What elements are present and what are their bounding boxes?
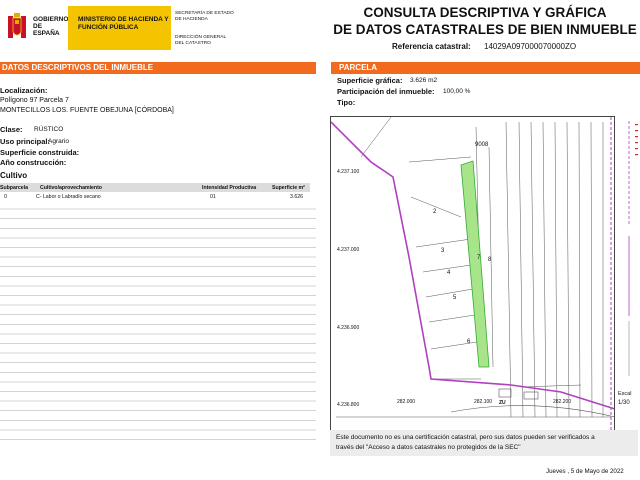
cultivo-table-header	[0, 183, 310, 192]
superficie-construida-label: Superficie construida:	[0, 148, 80, 157]
government-label: GOBIERNO DE ESPAÑA	[33, 16, 69, 37]
title-line-2: DE DATOS CATASTRALES DE BIEN INMUEBLE	[333, 22, 637, 37]
road-label: ZU	[499, 400, 506, 406]
parcel-label-9008: 9008	[475, 142, 489, 148]
parcel-label-7: 7	[477, 255, 481, 261]
notice-line-1: Este documento no es una certificación catastral, pero sus datos pueden ser verificados a	[336, 434, 595, 441]
parcel-label-3: 3	[441, 248, 445, 254]
x-tick-2: 282.100	[474, 399, 493, 405]
sup-grafica-label: Superficie gráfica:	[337, 76, 403, 85]
cultivo-label: Cultivo	[0, 171, 28, 180]
direccion-label: DIRECCIÓN GENERAL DEL CATASTRO	[175, 35, 226, 46]
cell-intensidad: 01	[210, 193, 216, 200]
ministry-logo-box	[68, 6, 171, 50]
header-intensidad: Intensidad Productiva	[202, 184, 257, 191]
cell-subparcela: 0	[4, 193, 7, 200]
participacion-label: Participación del inmueble:	[337, 87, 435, 96]
y-tick-4: 4.236.800	[337, 402, 360, 408]
reference-value: 14029A097000070000ZO	[484, 42, 577, 51]
scale-label: Escal	[618, 391, 632, 397]
document-date: Jueves , 5 de Mayo de 2022	[546, 468, 624, 475]
descriptive-section-header: DATOS DESCRIPTIVOS DEL INMUEBLE	[0, 62, 316, 74]
header-subparcela: Subparcela	[0, 184, 28, 191]
empty-table-lines	[0, 200, 316, 448]
y-tick-1: 4.237.100	[337, 169, 360, 175]
scale-value: 1/30	[618, 400, 630, 406]
map-drawing	[331, 117, 615, 438]
y-tick-3: 4.236.900	[337, 325, 360, 331]
parcel-label-8: 8	[488, 257, 492, 263]
reference-label: Referencia catastral:	[392, 42, 471, 51]
uso-label: Uso principal:	[0, 137, 51, 146]
tipo-label: Tipo:	[337, 98, 356, 107]
cell-superficie: 3.626	[290, 193, 303, 200]
header-cultivo: Cultivo/aprovechamiento	[40, 184, 102, 191]
notice-line-2: través del "Acceso a datos catastrales no protegidos de la SEC"	[336, 444, 521, 451]
localizacion-line-1: Polígono 97 Parcela 7	[0, 97, 69, 104]
localizacion-line-2: MONTECILLOS LOS. FUENTE OBEJUNA [CÓRDOBA]	[0, 107, 174, 114]
parcela-section-header: PARCELA	[331, 62, 640, 74]
x-tick-3: 282.200	[553, 399, 572, 405]
ministry-label: MINISTERIO DE HACIENDA Y FUNCIÓN PÚBLICA	[78, 16, 169, 31]
secretaria-label: SECRETARÍA DE ESTADO DE HACIENDA	[175, 11, 234, 22]
title-line-1: CONSULTA DESCRIPTIVA Y GRÁFICA	[363, 5, 607, 20]
table-row	[0, 192, 310, 200]
parcel-label-6: 6	[467, 339, 471, 345]
cell-cultivo: C- Labor o Labradío secano	[36, 193, 101, 200]
map-legend-strip	[618, 116, 640, 438]
y-tick-2: 4.237.000	[337, 247, 360, 253]
document-title	[330, 4, 640, 38]
cadastral-map[interactable]	[330, 116, 615, 438]
parcel-label-4: 4	[447, 270, 451, 276]
parcel-label-2: 2	[433, 209, 437, 215]
sup-grafica-value: 3.626 m2	[410, 77, 438, 84]
parcel-label-5: 5	[453, 295, 457, 301]
anio-construccion-label: Año construcción:	[0, 158, 67, 167]
clase-value: RÚSTICO	[34, 126, 64, 133]
parcel-7-highlight	[461, 161, 492, 367]
clase-label: Clase:	[0, 125, 23, 134]
uso-value: Agrario	[48, 138, 69, 145]
header-superficie: Superficie m²	[272, 184, 305, 191]
localizacion-label: Localización:	[0, 86, 48, 95]
disclaimer-notice	[330, 430, 638, 456]
legend-drawing	[618, 116, 640, 438]
participacion-value: 100,00 %	[443, 88, 471, 95]
x-tick-1: 282.000	[397, 399, 416, 405]
coat-of-arms-icon	[6, 10, 28, 44]
